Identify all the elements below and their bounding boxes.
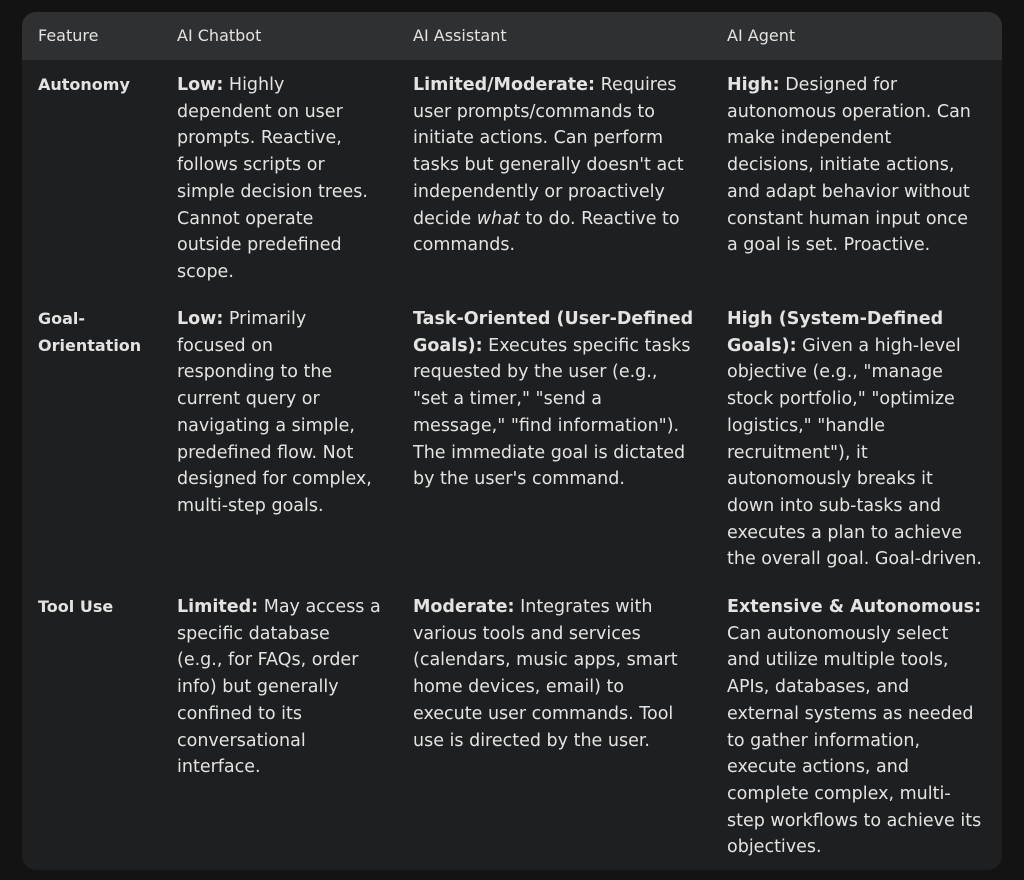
cell-line: various tools and services [413, 623, 641, 644]
cell-line: autonomous operation. Can [727, 101, 971, 122]
cell-line: conversational [177, 730, 306, 751]
cell-line: executes a plan to achieve [727, 522, 963, 543]
cell-line: make independent [727, 128, 892, 149]
cell-lead: Task-Oriented (User-Defined [413, 309, 694, 329]
cell-line: Can autonomously select [727, 623, 949, 644]
cell-text: Highly [223, 75, 285, 95]
cell-text: Executes specific tasks [482, 335, 691, 356]
cell-text: Primarily [223, 309, 307, 329]
cell-lead: Low: [177, 75, 224, 95]
cell-line: navigating a simple, [177, 415, 355, 436]
header-feature: Feature [38, 26, 99, 45]
cell-line: initiate actions. Can perform [413, 128, 664, 149]
cell-line: scope. [177, 261, 234, 282]
cell-line: confined to its [177, 703, 302, 724]
table-header-row [22, 12, 1002, 60]
cell-lead: Limited/Moderate: [413, 75, 596, 95]
cell-line: dependent on user [177, 101, 343, 122]
cell-lead: Low: [177, 309, 224, 329]
cell-line: the overall goal. Goal-driven. [727, 549, 982, 570]
row-goal-orientation-agent-cell [727, 306, 997, 573]
cell-text: May access a [258, 597, 381, 617]
cell-text: to do. Reactive to [519, 208, 680, 229]
cell-line: independently or proactively [413, 181, 665, 202]
row-autonomy-assistant-cell [413, 72, 713, 259]
cell-text: Given a high-level [796, 335, 961, 356]
cell-line: home devices, email) to [413, 677, 625, 698]
cell-line: user prompts/commands to [413, 101, 655, 122]
cell-lead: Goals): [413, 335, 483, 356]
cell-line: multi-step goals. [177, 495, 324, 516]
row-autonomy-agent-cell [727, 72, 997, 259]
cell-text: decide [413, 208, 477, 229]
row-tool-use-chatbot-cell [177, 594, 397, 781]
cell-line: specific database [177, 623, 330, 644]
feature-label: Tool Use [38, 597, 114, 616]
cell-line: by the user's command. [413, 469, 625, 490]
cell-lead: Moderate: [413, 597, 515, 617]
row-goal-orientation-feature [38, 306, 168, 359]
cell-line: execute user commands. Tool [413, 703, 674, 724]
cell-lead: Extensive & Autonomous: [727, 597, 982, 617]
feature-label: Autonomy [38, 75, 130, 94]
cell-line: interface. [177, 757, 261, 778]
feature-label: Goal- [38, 309, 86, 328]
comparison-table [22, 12, 1002, 870]
cell-text: Designed for [779, 75, 898, 95]
cell-lead: Goals): [727, 335, 797, 356]
cell-line: to gather information, [727, 730, 921, 751]
row-autonomy-feature [38, 72, 168, 99]
cell-line: (calendars, music apps, smart [413, 650, 678, 671]
cell-lead: Limited: [177, 597, 259, 617]
cell-line: logistics," "handle [727, 415, 885, 436]
cell-line: objective (e.g., "manage [727, 362, 943, 383]
cell-line: "set a timer," "send a [413, 389, 602, 410]
cell-line: commands. [413, 235, 516, 256]
cell-line: a goal is set. Proactive. [727, 235, 931, 256]
cell-line: complete complex, multi- [727, 783, 951, 804]
cell-line: The immediate goal is dictated [413, 442, 686, 463]
cell-line: message," "find information"). [413, 415, 680, 436]
feature-label: Orientation [38, 335, 142, 355]
cell-text: Requires [595, 75, 677, 95]
cell-line: current query or [177, 389, 320, 410]
header-ai-agent: AI Agent [727, 26, 796, 45]
cell-line: designed for complex, [177, 469, 372, 490]
cell-line: autonomously breaks it [727, 469, 933, 490]
cell-line: outside predefined [177, 235, 342, 256]
cell-line: constant human input once [727, 208, 969, 229]
cell-line: requested by the user (e.g., [413, 362, 658, 383]
row-autonomy-chatbot-cell [177, 72, 397, 286]
cell-line: simple decision trees. [177, 181, 368, 202]
cell-emphasis: what [476, 208, 520, 229]
cell-line: Cannot operate [177, 208, 314, 229]
header-ai-assistant: AI Assistant [413, 26, 507, 45]
cell-lead: High: [727, 75, 780, 95]
cell-line: responding to the [177, 362, 333, 383]
cell-line: and utilize multiple tools, [727, 650, 949, 671]
cell-line: info) but generally [177, 677, 339, 698]
cell-line: (e.g., for FAQs, order [177, 650, 359, 671]
row-goal-orientation-assistant-cell [413, 306, 713, 493]
cell-line: step workflows to achieve its [727, 810, 982, 831]
cell-line: predefined flow. Not [177, 442, 354, 463]
cell-line: focused on [177, 335, 273, 356]
cell-line: prompts. Reactive, [177, 128, 342, 149]
cell-line: objectives. [727, 837, 822, 858]
cell-line: down into sub-tasks and [727, 495, 941, 516]
cell-line: tasks but generally doesn't act [413, 155, 684, 176]
cell-line: stock portfolio," "optimize [727, 389, 955, 410]
row-tool-use-agent-cell [727, 594, 997, 861]
header-ai-chatbot: AI Chatbot [177, 26, 262, 45]
cell-text: Integrates with [514, 597, 653, 617]
cell-line: use is directed by the user. [413, 730, 650, 751]
cell-line: external systems as needed [727, 703, 974, 724]
cell-line: and adapt behavior without [727, 181, 970, 202]
cell-line: APIs, databases, and [727, 677, 910, 698]
row-tool-use-feature [38, 594, 168, 621]
cell-line: follows scripts or [177, 155, 325, 176]
cell-lead: High (System-Defined [727, 309, 944, 329]
cell-line: decisions, initiate actions, [727, 155, 955, 176]
cell-line: execute actions, and [727, 757, 909, 778]
row-goal-orientation-chatbot-cell [177, 306, 397, 520]
cell-line: recruitment"), it [727, 442, 868, 463]
row-tool-use-assistant-cell [413, 594, 713, 754]
